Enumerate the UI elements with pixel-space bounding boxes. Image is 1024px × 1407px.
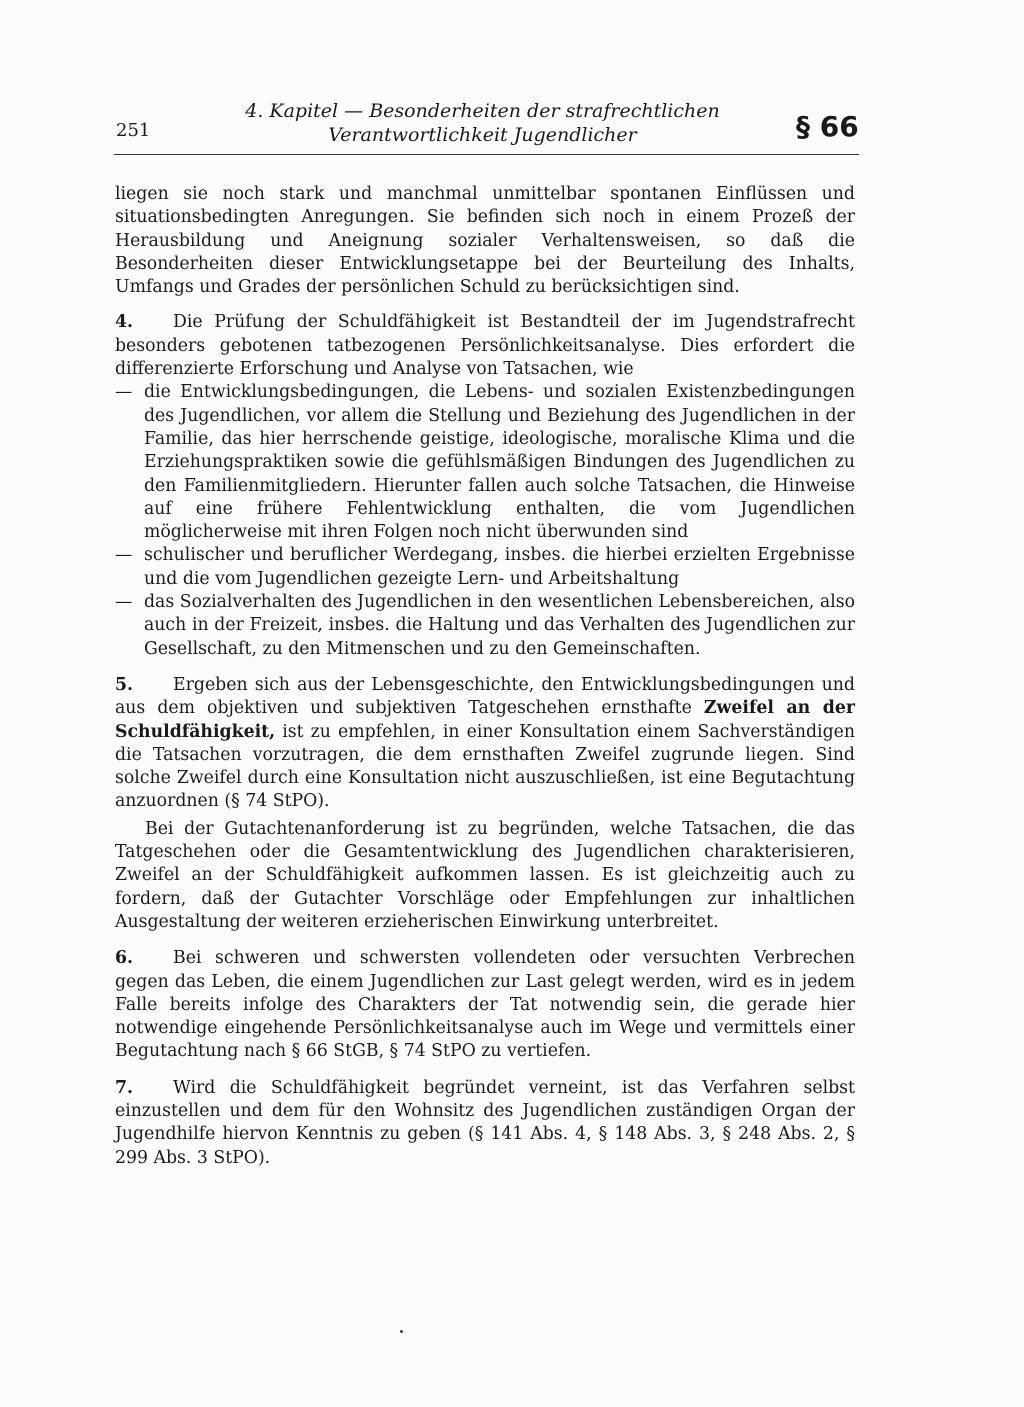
section-number: § 66 [796,110,859,143]
running-head-line-2: Verantwortlichkeit Jugendlicher [328,124,637,146]
item-5 [115,674,855,814]
item-6-text: Bei schweren und schwersten vollendeten oder versuchten Verbrechen gegen das Leben, die einem Jugendlichen zur Last gelegt werden, wird es in jedem Falle bereits infolge des Charakters der Tat notwendig sein, die gerade hier notwendige eingehende Persönlichkeitsanalyse auch im Wege und vermittels einer Begutachtung nach § 66 StGB, § 74 StPO zu vertiefen. [115,948,855,1062]
print-speck [400,1330,403,1333]
item-6-number: 6. [115,948,134,969]
dash-marker: — [115,592,133,613]
running-head-line-1: 4. Kapitel — Besonderheiten der strafrechtlichen [245,100,720,122]
dash-marker: — [115,545,133,566]
item-7 [115,1077,855,1170]
item-5-text-before: Ergeben sich aus der Lebensgeschichte, den Entwicklungsbedingungen und aus dem objektiven und subjektiven Tatgeschehen ernsthafte [115,674,855,719]
list-item-text: schulischer und beruflicher Werdegang, insbes. die hierbei erzielten Ergebnisse und die vom Jugendlichen gezeigte Lern- und Arbeitshaltung [144,545,855,589]
header-divider [114,154,859,155]
item-7-text: Wird die Schuldfähigkeit begründet verneint, ist das Verfahren selbst einzustellen und dem für den Wohnsitz des Jugendlichen zuständigen Organ der Jugendhilfe hiervon Kenntnis zu geben (§ 141 Abs. 4, § 148 Abs. 3, § 248 Abs. 2, § 299 Abs. 3 StPO). [115,1077,855,1168]
item-6 [115,947,855,1063]
item-4-text: Die Prüfung der Schuldfähigkeit ist Bestandteil der im Jugendstrafrecht besonders gebotenen tatbezogenen Persönlichkeitsanalyse. Dies erfordert die differenzierte Erforschung und Analyse von Tatsachen, wie [115,312,855,380]
list-item-text: die Entwicklungsbedingungen, die Lebens- und sozialen Existenzbedingungen des Jugendlichen, vor allem die Stellung und Beziehung des Jugendlichen in der Familie, das hier herrschende geistige, ideologische, moralische Klima und die Erziehungspraktiken sowie die gefühlsmäßigen Bindungen des Jugendlichen zu den Familienmitgliedern. Hierunter fallen auch solche Tatsachen, die Hinweise auf eine frühere Fehlentwicklung enthalten, die vom Jugendlichen möglicherweise mit ihren Folgen noch nicht überwunden sind [144,382,855,543]
item-4-number: 4. [115,312,134,333]
item-5-text-after: ist zu empfehlen, in einer Konsultation einem Sachverständigen die Tatsachen vorzutragen, die dem ernsthaften Zweifel zugrunde liegen. Sind solche Zweifel durch eine Konsultation nicht auszuschließen, ist eine Begutachtung anzuordnen (§ 74 StPO). [115,721,855,812]
item-4 [115,311,855,660]
item-5-followup-paragraph: Bei der Gutachtenanforderung ist zu begründen, welche Tatsachen, die das Tatgeschehen oder die Gesamtentwicklung des Jugendlichen charakterisieren, Zweifel an der Schuldfähigkeit aufkommen lassen. Es ist gleichzeitig auch zu fordern, daß der Gutachter Vorschläge oder Empfehlungen zur inhaltlichen Ausgestaltung der weiteren erzieherischen Einwirkung unterbreitet. [115,818,855,932]
list-item-text: das Sozialverhalten des Jugendlichen in den wesentlichen Lebensbereichen, also auch in der Freizeit, insbes. die Haltung und das Verhalten des Jugendlichen zur Gesellschaft, zu den Mitmenschen und zu den Gemeinschaften. [144,592,855,659]
page-number: 251 [116,120,151,141]
list-item [115,544,855,591]
item-4-bullet-list [115,381,855,661]
item-5-bold-term: Zweifel an der Schuldfähigkeit, [115,698,855,742]
list-item [115,381,855,544]
item-7-number: 7. [115,1077,134,1098]
list-item [115,591,855,661]
dash-marker: — [115,382,133,403]
body-text [115,183,855,1183]
intro-paragraph: liegen sie noch stark und manchmal unmittelbar spontanen Einflüssen und situationsbedingten Anregungen. Sie befinden sich noch in einem Prozeß der Herausbildung und Aneignung sozialer Verhaltensweisen, so daß die Besonderheiten dieser Entwicklungsetappe bei der Beurteilung des Inhalts, Umfangs und Grades der persönlichen Schuld zu berücksichtigen sind. [115,184,855,298]
item-5-number: 5. [115,674,134,695]
running-head [205,99,760,147]
